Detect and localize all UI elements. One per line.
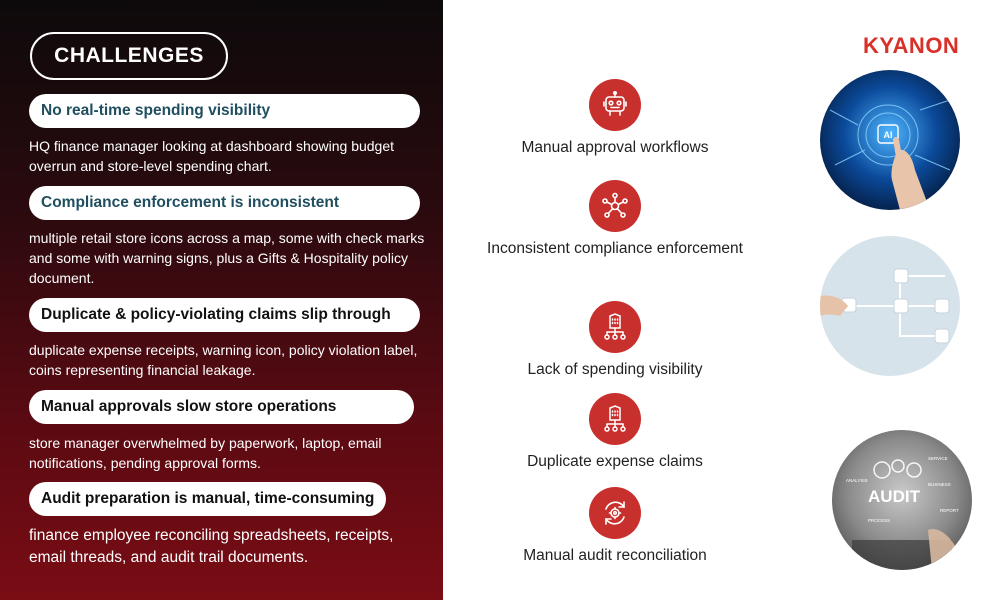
network-icon: [589, 180, 641, 232]
ai-touch-photo: [820, 70, 960, 210]
issue-label-4: Duplicate expense claims: [527, 453, 703, 470]
audit-photo-text: AUDIT: [868, 487, 920, 506]
issue-manual-approval: [480, 79, 750, 159]
challenges-panel: [0, 0, 443, 600]
workflow-photo: [820, 236, 960, 376]
audit-photo: [832, 430, 972, 570]
building-network-icon: [589, 301, 641, 353]
challenge-description-5: finance employee reconciling spreadsheets, receipts, email threads, and audit trail documents.: [29, 527, 394, 566]
issue-inconsistent-compliance: [480, 180, 750, 260]
issue-label-2: Inconsistent compliance enforcement: [487, 240, 743, 257]
issue-manual-audit: [480, 487, 750, 567]
robot-icon: [589, 79, 641, 131]
challenge-heading-3: Duplicate & policy-violating claims slip through: [29, 298, 420, 332]
audit-label-report: REPORT: [940, 508, 959, 513]
building-network-icon: [589, 393, 641, 445]
challenge-description-1: HQ finance manager looking at dashboard showing budget overrun and store-level spending chart.: [29, 138, 395, 174]
audit-label-analysis: ANALYSIS: [846, 478, 868, 483]
challenges-title: CHALLENGES: [30, 32, 228, 80]
challenge-heading-5: Audit preparation is manual, time-consuming: [29, 482, 386, 516]
issue-label-5: Manual audit reconciliation: [523, 547, 707, 564]
challenge-description-4: store manager overwhelmed by paperwork, laptop, email notifications, pending approval forms.: [29, 435, 382, 471]
challenge-description-3: duplicate expense receipts, warning icon, policy violation label, coins representing financial leakage.: [29, 342, 418, 378]
audit-label-service: SERVICE: [928, 456, 948, 461]
gear-cycle-icon: [589, 487, 641, 539]
challenge-description-2: multiple retail store icons across a map, some with check marks and some with warning signs, plus a Gifts & Hospitality policy document.: [29, 230, 425, 286]
issue-spending-visibility: [480, 301, 750, 381]
challenge-heading-1: No real-time spending visibility: [29, 94, 420, 128]
challenge-heading-2: Compliance enforcement is inconsistent: [29, 186, 420, 220]
audit-label-business: BUSINESS: [928, 482, 951, 487]
audit-label-process: PROCESS: [868, 518, 891, 523]
issue-duplicate-claims: [480, 393, 750, 473]
kyanon-logo: KYANON: [863, 33, 960, 58]
issue-label-1: Manual approval workflows: [521, 139, 709, 156]
issue-label-3: Lack of spending visibility: [527, 361, 703, 378]
ai-photo-text: AI: [883, 130, 893, 140]
challenge-heading-4: Manual approvals slow store operations: [29, 390, 414, 424]
